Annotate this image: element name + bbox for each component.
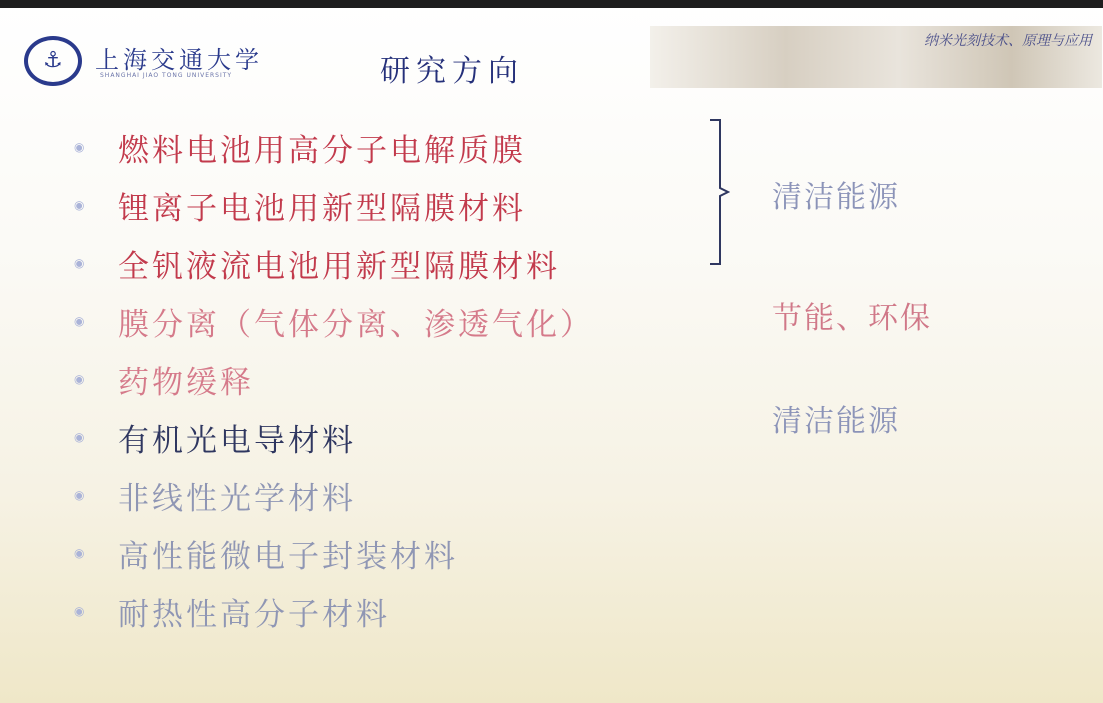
university-name-en: SHANGHAI JIAO TONG UNIVERSITY: [100, 72, 233, 79]
list-item-label: 耐热性高分子材料: [118, 596, 390, 633]
list-item: [74, 292, 594, 350]
bullet-icon: ◉: [74, 198, 85, 212]
university-logo: [24, 36, 82, 86]
list-item-label: 膜分离（气体分离、渗透气化）: [118, 306, 594, 343]
list-item: [74, 582, 594, 640]
list-item-label: 有机光电导材料: [118, 422, 356, 459]
list-item: [74, 524, 594, 582]
list-item-label: 全钒液流电池用新型隔膜材料: [118, 248, 560, 285]
list-item: [74, 350, 594, 408]
bullet-icon: ◉: [74, 256, 85, 270]
list-item: [74, 234, 594, 292]
bullet-icon: ◉: [74, 314, 85, 328]
logo-emblem-icon: ⚓: [43, 48, 63, 73]
list-item-label: 高性能微电子封装材料: [118, 538, 458, 575]
list-item-label: 非线性光学材料: [118, 480, 356, 517]
bullet-icon: ◉: [74, 604, 85, 618]
bullet-icon: ◉: [74, 372, 85, 386]
bullet-icon: ◉: [74, 546, 85, 560]
bullet-icon: ◉: [74, 488, 85, 502]
top-border: [0, 0, 1103, 8]
list-item: [74, 408, 594, 466]
bullet-icon: ◉: [74, 430, 85, 444]
category-label-clean-energy-2: 清洁能源: [772, 404, 900, 439]
list-item-label: 燃料电池用高分子电解质膜: [118, 132, 526, 169]
right-brace-icon: [708, 118, 730, 266]
slide-header: [0, 8, 1103, 90]
list-item: [74, 176, 594, 234]
bullet-icon: ◉: [74, 140, 85, 154]
slide-title: 研究方向: [380, 54, 524, 89]
list-item-label: 锂离子电池用新型隔膜材料: [118, 190, 526, 227]
list-item-label: 药物缓释: [118, 364, 254, 401]
list-item: [74, 118, 594, 176]
category-label-energy-saving: 节能、环保: [772, 301, 932, 336]
university-name: 上海交通大学: [95, 46, 263, 74]
banner-text: 纳米光刻技术、原理与应用: [924, 33, 1092, 49]
research-directions-list: [74, 118, 594, 640]
category-label-clean-energy: 清洁能源: [772, 180, 900, 215]
list-item: [74, 466, 594, 524]
header-banner-image: [650, 26, 1102, 88]
